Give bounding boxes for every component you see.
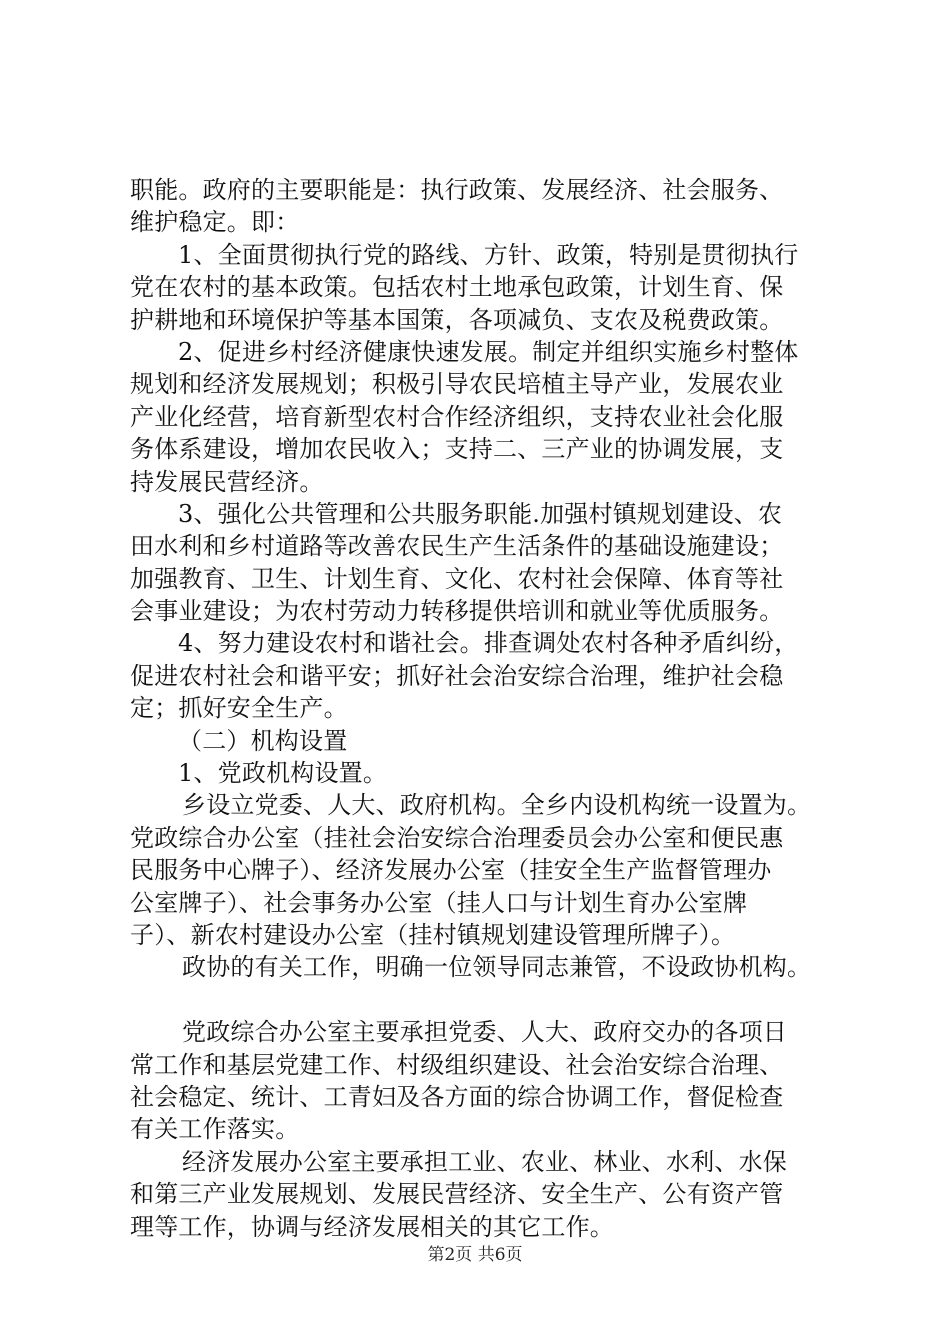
text-line: 职能。政府的主要职能是：执行政策、发展经济、社会服务、: [130, 176, 784, 204]
text-line: 促进农村社会和谐平安；抓好社会治安综合治理，维护社会稳: [130, 661, 784, 690]
text-line: 常工作和基层党建工作、村级组织建设、社会治安综合治理、: [130, 1050, 784, 1079]
text-line: 持发展民营经济。: [130, 467, 324, 496]
text-line: 务体系建设，增加农民收入；支持二、三产业的协调发展，支: [130, 435, 784, 464]
text-line: 和第三产业发展规划、发展民营经济、安全生产、公有资产管: [130, 1180, 784, 1209]
text-line: 党政综合办公室（挂社会治安综合治理委员会办公室和便民惠: [130, 823, 784, 852]
text-line: 田水利和乡村道路等改善农民生产生活条件的基础设施建设；: [130, 532, 784, 561]
text-line: 产业化经营，培育新型农村合作经济组织，支持农业社会化服: [130, 402, 784, 431]
text-line: 护耕地和环境保护等基本国策，各项减负、支农及税费政策。: [130, 305, 784, 334]
text-line: 社会稳定、统计、工青妇及各方面的综合协调工作，督促检查: [130, 1082, 784, 1111]
text-line: 1、全面贯彻执行党的路线、方针、政策，特别是贯彻执行: [178, 240, 799, 269]
page-number-footer: 第2页 共6页: [427, 1245, 523, 1265]
text-line: 有关工作落实。: [130, 1115, 300, 1144]
text-line: 3、强化公共管理和公共服务职能.加强村镇规划建设、农: [178, 499, 783, 528]
document-body: [130, 174, 840, 1243]
text-line: 4、努力建设农村和谐社会。排查调处农村各种矛盾纠纷，: [178, 629, 799, 658]
paragraph-spacer: [130, 984, 840, 1016]
text-line: 维护稳定。即：: [130, 208, 300, 237]
text-line: 理等工作，协调与经济发展相关的其它工作。: [130, 1212, 614, 1241]
text-line: 定；抓好安全生产。: [130, 694, 348, 723]
text-line: 公室牌子）、社会事务办公室（挂人口与计划生育办公室牌: [130, 888, 748, 917]
text-line: 加强教育、卫生、计划生育、文化、农村社会保障、体育等社: [130, 564, 784, 593]
text-line: 党政综合办公室主要承担党委、人大、政府交办的各项日: [182, 1018, 787, 1047]
text-line: 会事业建设；为农村劳动力转移提供培训和就业等优质服务。: [130, 597, 784, 626]
text-line: 经济发展办公室主要承担工业、农业、林业、水利、水保: [182, 1147, 787, 1176]
text-line: 党在农村的基本政策。包括农村土地承包政策，计划生育、保: [130, 273, 784, 302]
subsection-heading: 1、党政机构设置。: [178, 759, 388, 788]
text-line: 民服务中心牌子）、经济发展办公室（挂安全生产监督管理办: [130, 856, 772, 885]
text-line: 子）、新农村建设办公室（挂村镇规划建设管理所牌子）。: [130, 920, 736, 949]
text-line: 2、促进乡村经济健康快速发展。制定并组织实施乡村整体: [178, 337, 799, 366]
section-heading: （二）机构设置: [178, 726, 348, 755]
text-line: 乡设立党委、人大、政府机构。全乡内设机构统一设置为。: [182, 791, 812, 820]
text-line: 政协的有关工作，明确一位领导同志兼管，不设政协机构。: [182, 953, 812, 982]
text-line: 规划和经济发展规划；积极引导农民培植主导产业，发展农业: [130, 370, 784, 399]
